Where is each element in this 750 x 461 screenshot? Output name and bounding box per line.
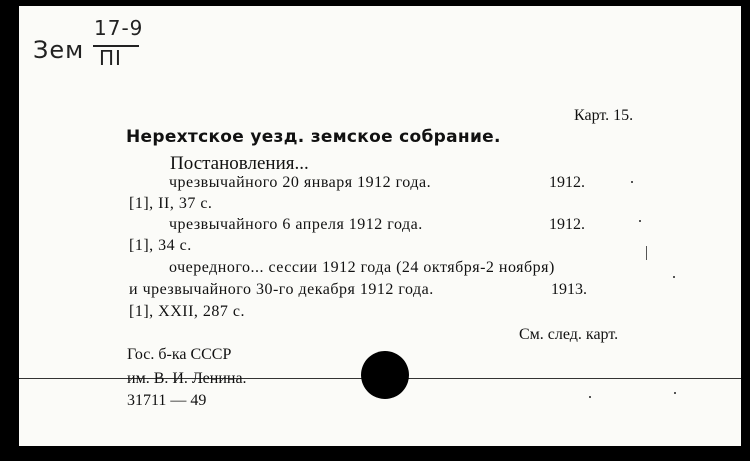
entry-1-volume: [1], II, 37 с. <box>129 195 213 212</box>
entry-2-year: 1912. <box>549 216 585 233</box>
ink-speck <box>673 276 675 278</box>
ink-speck <box>639 220 641 222</box>
entry-3-volume: [1], XXII, 287 с. <box>129 303 246 320</box>
entry-1-year: 1912. <box>549 174 585 191</box>
entry-3-text-continued: и чрезвычайного 30-го декабря 1912 года. <box>129 281 434 298</box>
ink-speck <box>646 246 647 260</box>
entry-3-year: 1913. <box>551 281 587 298</box>
print-number: 31711 — 49 <box>127 392 207 409</box>
ink-speck <box>674 392 676 394</box>
ink-speck <box>631 181 633 183</box>
card-number: Карт. 15. <box>574 107 634 124</box>
punch-hole <box>361 351 409 399</box>
library-name-continued: им. В. И. Ленина. <box>127 370 247 387</box>
catalog-card <box>19 6 741 446</box>
entry-1-text: чрезвычайного 20 января 1912 года. <box>169 174 432 191</box>
see-next-card: См. след. карт. <box>519 326 619 343</box>
handwritten-prefix: Зем <box>33 36 85 64</box>
entry-3-text: очередного... сессии 1912 года (24 октября-2 ноября) <box>169 259 555 276</box>
library-name: Гос. б-ка СССР <box>127 346 232 363</box>
card-heading: Нерехтское уезд. земское собрание. <box>126 127 501 147</box>
handwritten-numerator: 17-9 <box>94 16 144 40</box>
card-subheading: Постановления... <box>170 153 309 174</box>
handwritten-denominator: ПI <box>99 46 122 70</box>
entry-2-text: чрезвычайного 6 апреля 1912 года. <box>169 216 423 233</box>
ink-speck <box>589 396 591 398</box>
entry-2-volume: [1], 34 с. <box>129 237 192 254</box>
